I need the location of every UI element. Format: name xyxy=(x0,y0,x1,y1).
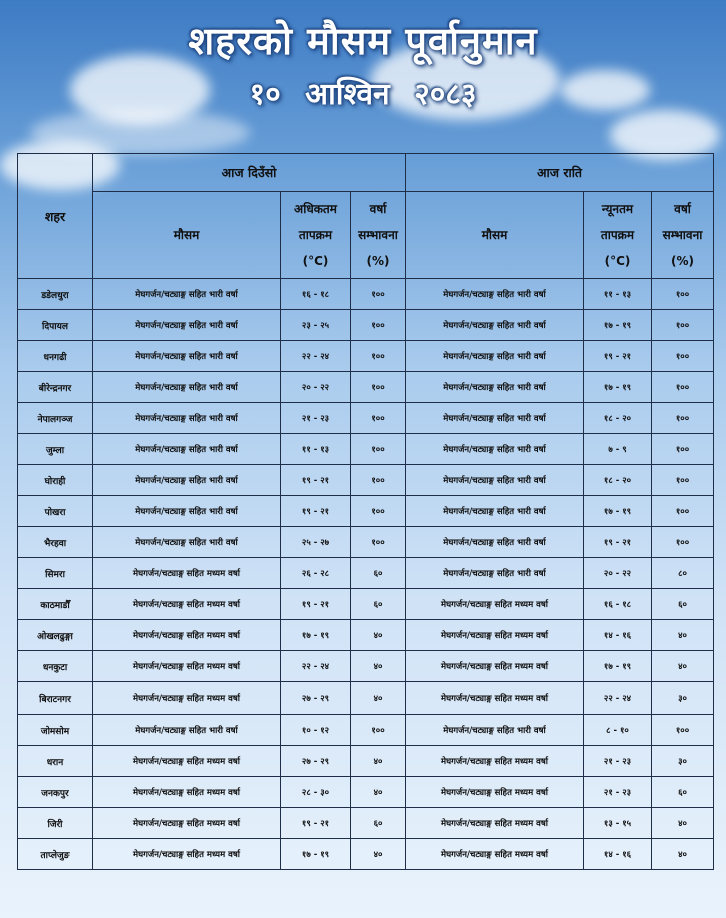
cell-city: काठमाडौँ xyxy=(18,589,93,620)
cell-min-temp: १४ - १६ xyxy=(584,839,652,870)
cell-city: ओखलढुङ्गा xyxy=(18,620,93,651)
cell-city: जुम्ला xyxy=(18,434,93,465)
cell-night-weather: मेघगर्जन/चट्याङ्ग सहित भारी वर्षा xyxy=(406,341,584,372)
cell-night-weather: मेघगर्जन/चट्याङ्ग सहित भारी वर्षा xyxy=(406,558,584,589)
cell-min-temp: ११ - १३ xyxy=(584,279,652,310)
cell-day-rain: ६० xyxy=(351,589,406,620)
cell-day-weather: मेघगर्जन/चट्याङ्ग सहित मध्यम वर्षा xyxy=(93,746,281,777)
cell-day-rain: ६० xyxy=(351,558,406,589)
table-row xyxy=(18,746,714,777)
cell-max-temp: २६ - २८ xyxy=(281,558,351,589)
cell-day-weather: मेघगर्जन/चट्याङ्ग सहित भारी वर्षा xyxy=(93,465,281,496)
cell-day-rain: १०० xyxy=(351,715,406,746)
cell-city: भैरहवा xyxy=(18,527,93,558)
cell-day-weather: मेघगर्जन/चट्याङ्ग सहित भारी वर्षा xyxy=(93,527,281,558)
table-row xyxy=(18,808,714,839)
cell-night-weather: मेघगर्जन/चट्याङ्ग सहित मध्यम वर्षा xyxy=(406,589,584,620)
cell-day-rain: १०० xyxy=(351,403,406,434)
table-row xyxy=(18,620,714,651)
cell-night-weather: मेघगर्जन/चट्याङ्ग सहित मध्यम वर्षा xyxy=(406,746,584,777)
header-night-weather: मौसम xyxy=(406,192,584,279)
cell-night-rain: ३० xyxy=(652,682,714,715)
cell-night-rain: ६० xyxy=(652,777,714,808)
cell-night-weather: मेघगर्जन/चट्याङ्ग सहित भारी वर्षा xyxy=(406,372,584,403)
cell-night-rain: १०० xyxy=(652,310,714,341)
cell-min-temp: १४ - १६ xyxy=(584,620,652,651)
cell-day-rain: ४० xyxy=(351,651,406,682)
cell-night-rain: १०० xyxy=(652,279,714,310)
cell-max-temp: २० - २२ xyxy=(281,372,351,403)
cell-day-rain: १०० xyxy=(351,372,406,403)
cell-night-weather: मेघगर्जन/चट्याङ्ग सहित भारी वर्षा xyxy=(406,465,584,496)
cell-day-weather: मेघगर्जन/चट्याङ्ग सहित मध्यम वर्षा xyxy=(93,589,281,620)
table-row xyxy=(18,589,714,620)
header-max-temp: अधिकतम तापक्रम (°C) xyxy=(281,192,351,279)
cell-day-weather: मेघगर्जन/चट्याङ्ग सहित मध्यम वर्षा xyxy=(93,682,281,715)
cell-city: धनगढी xyxy=(18,341,93,372)
cell-night-weather: मेघगर्जन/चट्याङ्ग सहित मध्यम वर्षा xyxy=(406,682,584,715)
cell-night-rain: १०० xyxy=(652,341,714,372)
cell-day-rain: १०० xyxy=(351,310,406,341)
cell-max-temp: २२ - २४ xyxy=(281,341,351,372)
cell-night-rain: १०० xyxy=(652,496,714,527)
header-row-groups xyxy=(18,154,714,192)
cell-min-temp: १६ - १८ xyxy=(584,589,652,620)
cell-max-temp: १९ - २१ xyxy=(281,465,351,496)
cell-night-rain: ३० xyxy=(652,746,714,777)
table-row xyxy=(18,465,714,496)
cell-max-temp: १७ - १९ xyxy=(281,839,351,870)
cell-day-rain: १०० xyxy=(351,341,406,372)
cell-city: धरान xyxy=(18,746,93,777)
header-city: शहर xyxy=(18,154,93,279)
table-row xyxy=(18,527,714,558)
cell-max-temp: २७ - २९ xyxy=(281,746,351,777)
cell-day-rain: १०० xyxy=(351,465,406,496)
cell-min-temp: १८ - २० xyxy=(584,403,652,434)
cell-min-temp: १७ - १९ xyxy=(584,372,652,403)
cell-min-temp: २२ - २४ xyxy=(584,682,652,715)
table-row xyxy=(18,651,714,682)
cell-max-temp: १९ - २१ xyxy=(281,808,351,839)
cell-day-weather: मेघगर्जन/चट्याङ्ग सहित मध्यम वर्षा xyxy=(93,558,281,589)
cell-min-temp: ७ - ९ xyxy=(584,434,652,465)
table-row xyxy=(18,682,714,715)
cell-max-temp: १७ - १९ xyxy=(281,620,351,651)
cell-max-temp: २८ - ३० xyxy=(281,777,351,808)
forecast-table xyxy=(17,153,714,870)
cell-city: बिराटनगर xyxy=(18,682,93,715)
cell-day-weather: मेघगर्जन/चट्याङ्ग सहित भारी वर्षा xyxy=(93,279,281,310)
cell-day-weather: मेघगर्जन/चट्याङ्ग सहित भारी वर्षा xyxy=(93,403,281,434)
cell-day-rain: ४० xyxy=(351,620,406,651)
cell-max-temp: २१ - २३ xyxy=(281,403,351,434)
cell-day-rain: ४० xyxy=(351,682,406,715)
table-row xyxy=(18,341,714,372)
cell-day-rain: ४० xyxy=(351,746,406,777)
cell-city: जनकपुर xyxy=(18,777,93,808)
cell-min-temp: २१ - २३ xyxy=(584,746,652,777)
cell-night-rain: ४० xyxy=(652,651,714,682)
table-row xyxy=(18,403,714,434)
cell-city: सिमरा xyxy=(18,558,93,589)
cell-max-temp: ११ - १३ xyxy=(281,434,351,465)
header-night-group: आज राति xyxy=(406,154,714,192)
cell-city: घोराही xyxy=(18,465,93,496)
cell-day-rain: १०० xyxy=(351,527,406,558)
cell-max-temp: १० - १२ xyxy=(281,715,351,746)
table-row xyxy=(18,279,714,310)
header-day-rain: वर्षा सम्भावना (%) xyxy=(351,192,406,279)
table-row xyxy=(18,715,714,746)
cell-day-weather: मेघगर्जन/चट्याङ्ग सहित भारी वर्षा xyxy=(93,496,281,527)
cell-max-temp: २३ - २५ xyxy=(281,310,351,341)
page-date: १० आश्विन २०८३ xyxy=(249,77,477,112)
cell-day-rain: ४० xyxy=(351,777,406,808)
cell-night-rain: १०० xyxy=(652,434,714,465)
page-title: शहरको मौसम पूर्वानुमान xyxy=(188,19,538,63)
cell-night-weather: मेघगर्जन/चट्याङ्ग सहित मध्यम वर्षा xyxy=(406,808,584,839)
cell-max-temp: २५ - २७ xyxy=(281,527,351,558)
cell-min-temp: १७ - १९ xyxy=(584,310,652,341)
cell-day-rain: ६० xyxy=(351,808,406,839)
cell-night-rain: १०० xyxy=(652,372,714,403)
cell-day-rain: १०० xyxy=(351,496,406,527)
cell-night-weather: मेघगर्जन/चट्याङ्ग सहित भारी वर्षा xyxy=(406,403,584,434)
cell-night-weather: मेघगर्जन/चट्याङ्ग सहित भारी वर्षा xyxy=(406,527,584,558)
header-day-group: आज दिउँसो xyxy=(93,154,406,192)
cell-night-weather: मेघगर्जन/चट्याङ्ग सहित भारी वर्षा xyxy=(406,310,584,341)
cell-day-weather: मेघगर्जन/चट्याङ्ग सहित भारी वर्षा xyxy=(93,372,281,403)
cell-day-rain: १०० xyxy=(351,279,406,310)
cell-night-rain: ६० xyxy=(652,589,714,620)
cell-day-weather: मेघगर्जन/चट्याङ्ग सहित मध्यम वर्षा xyxy=(93,777,281,808)
table-row xyxy=(18,839,714,870)
header-row-columns xyxy=(18,192,714,279)
table-row xyxy=(18,558,714,589)
cell-night-rain: ४० xyxy=(652,839,714,870)
cell-city: जिरी xyxy=(18,808,93,839)
background-cloud xyxy=(30,110,250,155)
cell-night-rain: १०० xyxy=(652,465,714,496)
cell-day-weather: मेघगर्जन/चट्याङ्ग सहित मध्यम वर्षा xyxy=(93,651,281,682)
cell-city: धनकुटा xyxy=(18,651,93,682)
cell-day-weather: मेघगर्जन/चट्याङ्ग सहित भारी वर्षा xyxy=(93,310,281,341)
table-row xyxy=(18,434,714,465)
cell-night-weather: मेघगर्जन/चट्याङ्ग सहित मध्यम वर्षा xyxy=(406,620,584,651)
cell-city: ताप्लेजुङ xyxy=(18,839,93,870)
cell-night-weather: मेघगर्जन/चट्याङ्ग सहित मध्यम वर्षा xyxy=(406,839,584,870)
table-row xyxy=(18,777,714,808)
cell-day-weather: मेघगर्जन/चट्याङ्ग सहित मध्यम वर्षा xyxy=(93,620,281,651)
cell-min-temp: १९ - २१ xyxy=(584,527,652,558)
cell-night-weather: मेघगर्जन/चट्याङ्ग सहित भारी वर्षा xyxy=(406,715,584,746)
cell-day-rain: ४० xyxy=(351,839,406,870)
cell-min-temp: १७ - १९ xyxy=(584,651,652,682)
cell-min-temp: २० - २२ xyxy=(584,558,652,589)
cell-city: दिपायल xyxy=(18,310,93,341)
cell-day-weather: मेघगर्जन/चट्याङ्ग सहित मध्यम वर्षा xyxy=(93,808,281,839)
cell-city: पोखरा xyxy=(18,496,93,527)
cell-city: नेपालगञ्ज xyxy=(18,403,93,434)
cell-night-rain: ४० xyxy=(652,808,714,839)
cell-night-weather: मेघगर्जन/चट्याङ्ग सहित भारी वर्षा xyxy=(406,496,584,527)
cell-min-temp: ८ - १० xyxy=(584,715,652,746)
cell-day-weather: मेघगर्जन/चट्याङ्ग सहित मध्यम वर्षा xyxy=(93,839,281,870)
cell-city: बीरेन्द्रनगर xyxy=(18,372,93,403)
header-min-temp: न्यूनतम तापक्रम (°C) xyxy=(584,192,652,279)
header-day-weather: मौसम xyxy=(93,192,281,279)
cell-night-weather: मेघगर्जन/चट्याङ्ग सहित भारी वर्षा xyxy=(406,434,584,465)
cell-night-rain: ४० xyxy=(652,620,714,651)
table-row xyxy=(18,496,714,527)
cell-min-temp: १८ - २० xyxy=(584,465,652,496)
cell-max-temp: १९ - २१ xyxy=(281,589,351,620)
cell-city: जोमसोम xyxy=(18,715,93,746)
cell-night-rain: १०० xyxy=(652,715,714,746)
cell-night-weather: मेघगर्जन/चट्याङ्ग सहित भारी वर्षा xyxy=(406,279,584,310)
cell-max-temp: २७ - २९ xyxy=(281,682,351,715)
cell-night-rain: १०० xyxy=(652,527,714,558)
cell-max-temp: १६ - १८ xyxy=(281,279,351,310)
cell-day-weather: मेघगर्जन/चट्याङ्ग सहित भारी वर्षा xyxy=(93,341,281,372)
table-row xyxy=(18,310,714,341)
cell-max-temp: २२ - २४ xyxy=(281,651,351,682)
cell-day-rain: १०० xyxy=(351,434,406,465)
cell-min-temp: १७ - १९ xyxy=(584,496,652,527)
cell-city: डडेलधुरा xyxy=(18,279,93,310)
cell-night-rain: ८० xyxy=(652,558,714,589)
cell-night-rain: १०० xyxy=(652,403,714,434)
cell-min-temp: १९ - २१ xyxy=(584,341,652,372)
cell-min-temp: २१ - २३ xyxy=(584,777,652,808)
header-night-rain: वर्षा सम्भावना (%) xyxy=(652,192,714,279)
cell-day-weather: मेघगर्जन/चट्याङ्ग सहित भारी वर्षा xyxy=(93,434,281,465)
cell-min-temp: १३ - १५ xyxy=(584,808,652,839)
cell-max-temp: १९ - २१ xyxy=(281,496,351,527)
cell-night-weather: मेघगर्जन/चट्याङ्ग सहित मध्यम वर्षा xyxy=(406,651,584,682)
table-row xyxy=(18,372,714,403)
cell-day-weather: मेघगर्जन/चट्याङ्ग सहित भारी वर्षा xyxy=(93,715,281,746)
cell-night-weather: मेघगर्जन/चट्याङ्ग सहित मध्यम वर्षा xyxy=(406,777,584,808)
